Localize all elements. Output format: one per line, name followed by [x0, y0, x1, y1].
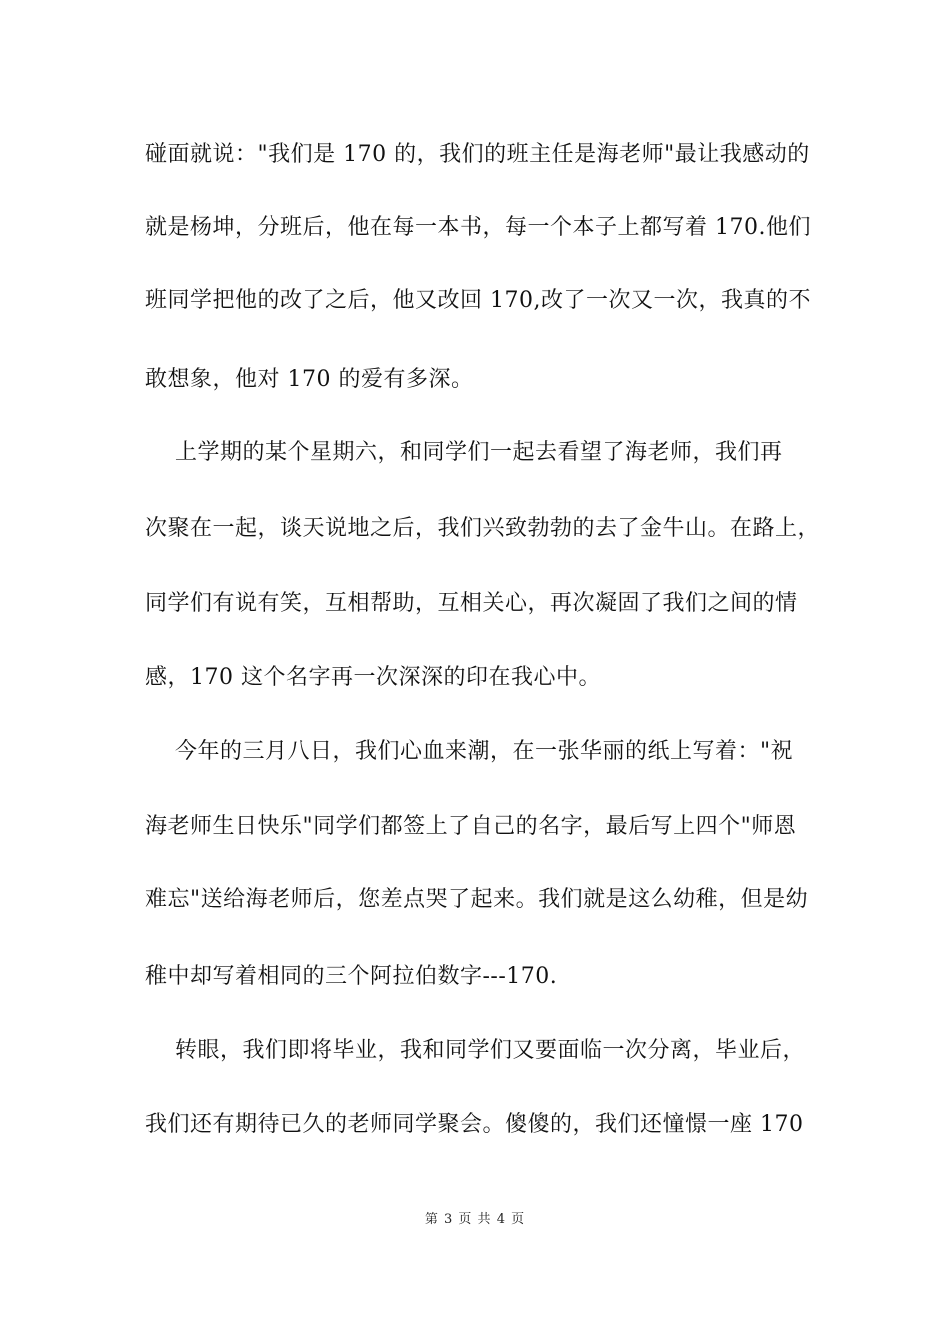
text-line: 次聚在一起，谈天说地之后，我们兴致勃勃的去了金牛山。在路上，	[145, 516, 821, 541]
text-line: 碰面就说："我们是 170 的，我们的班主任是海老师"最让我感动的	[145, 142, 810, 167]
text-line: 我们还有期待已久的老师同学聚会。傻傻的，我们还憧憬一座 170	[145, 1112, 804, 1137]
text-line: 难忘"送给海老师后，您差点哭了起来。我们就是这么幼稚，但是幼	[145, 887, 809, 912]
text-line: 海老师生日快乐"同学们都签上了自己的名字，最后写上四个"师恩	[145, 814, 797, 839]
text-line: 敢想象，他对 170 的爱有多深。	[145, 367, 474, 392]
text-line: 同学们有说有笑，互相帮助，互相关心，再次凝固了我们之间的情	[145, 591, 798, 616]
text-line: 就是杨坤，分班后，他在每一本书，每一个本子上都写着 170.他们	[145, 215, 811, 240]
text-line: 感，170 这个名字再一次深深的印在我心中。	[145, 665, 601, 690]
page-number: 第 3 页 共 4 页	[424, 1212, 526, 1227]
text-line: 转眼，我们即将毕业，我和同学们又要面临一次分离，毕业后，	[145, 1038, 805, 1063]
text-line: 班同学把他的改了之后，他又改回 170,改了一次又一次，我真的不	[145, 288, 811, 313]
text-line: 上学期的某个星期六，和同学们一起去看望了海老师，我们再	[145, 440, 783, 465]
text-line: 稚中却写着相同的三个阿拉伯数字---170.	[145, 964, 558, 989]
text-line: 今年的三月八日，我们心血来潮，在一张华丽的纸上写着："祝	[145, 739, 794, 764]
